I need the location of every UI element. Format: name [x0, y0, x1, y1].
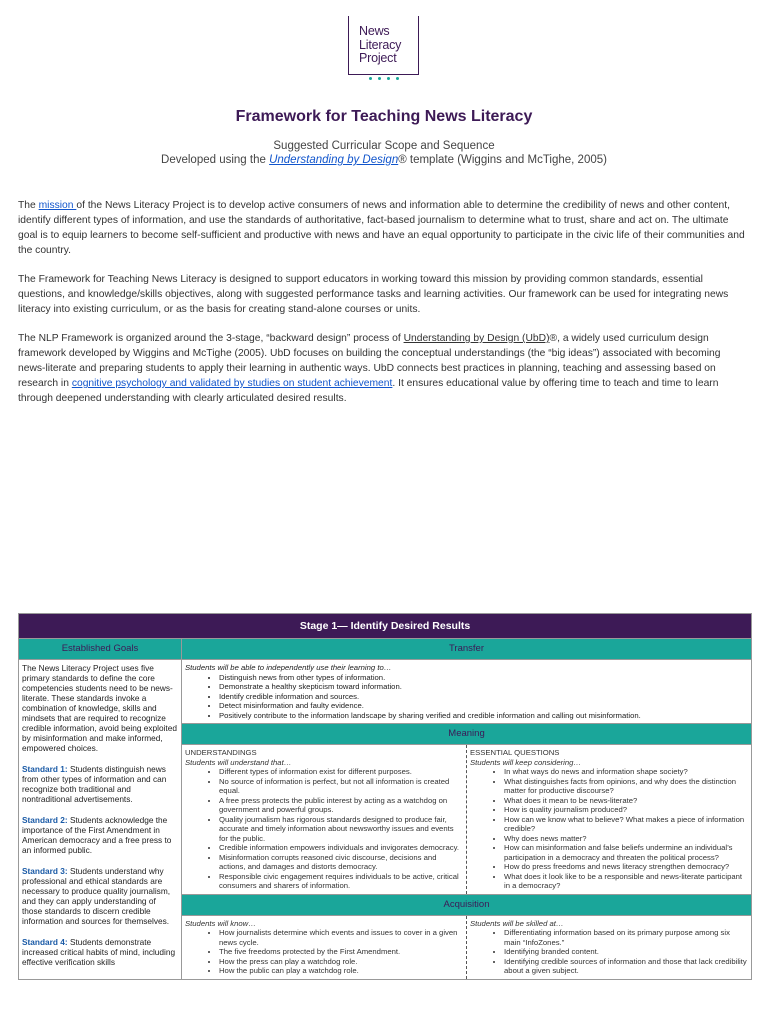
- list-item: • What does it mean to be news-literate?: [504, 796, 748, 806]
- stage1-table: [18, 613, 752, 980]
- logo-line: News: [359, 24, 390, 38]
- transfer-cell: [182, 660, 752, 724]
- logo-line: Literacy: [359, 37, 402, 52]
- list-item: • Differentiating information based on its primary purpose among six main “InfoZones.”: [504, 928, 748, 947]
- page-subtitle: [0, 139, 768, 167]
- understandings-list: [185, 767, 463, 891]
- list-item: • How is quality journalism produced?: [504, 805, 748, 815]
- list-item: • How can misinformation and false beliefs undermine an individual’s participation in a democracy and threaten the political process?: [504, 843, 748, 862]
- text: The: [18, 200, 39, 211]
- essential-questions-list: [470, 767, 748, 891]
- list-item: • Positively contribute to the information landscape by sharing verified and credible information and calling out misinformation.: [219, 711, 748, 721]
- subtitle-text: Developed using the: [161, 154, 270, 166]
- know-column: [182, 916, 466, 979]
- goals-intro: The News Literacy Project uses five primary standards to define the core competencies students need to be news-literate. These standards invoke a combination of knowledge, skills and mindsets that are required to recognize credible information, avoid being exploited by misinformation and make informed, empowered choices.: [22, 663, 177, 753]
- meaning-split: [182, 745, 751, 894]
- text: of the News Literacy Project is to develop active consumers of news and information able to determine the credibility of news and other content, identify different types of information, and use the standards of authoritative, fact-based journalism to determine what to trust, share and act on. The ultimate goal is to equip learners to become self-sufficient and productive with news and have an equal opportunity to participate in the civic life of their communities and the country.: [18, 200, 745, 256]
- list-item: • Identifying branded content.: [504, 947, 748, 957]
- list-item: • A free press protects the public interest by acting as a watchdog on government and powerful groups.: [219, 796, 463, 815]
- list-item: • The five freedoms protected by the First Amendment.: [219, 947, 463, 957]
- list-item: • Different types of information exist for different purposes.: [219, 767, 463, 777]
- standard-text: Students demonstrate increased critical habits of mind, including effective verification skills: [22, 937, 176, 967]
- list-item: • Identify credible information and sources.: [219, 692, 748, 702]
- skilled-column: [466, 916, 751, 979]
- stage1-header: Stage 1— Identify Desired Results: [19, 614, 752, 639]
- list-item: • Identifying credible sources of information and those that lack credibility about a given subject.: [504, 957, 748, 976]
- acquisition-cell: [182, 915, 752, 979]
- standard-text: Students distinguish news from other types of information and can recognize both traditional and nontraditional advertisements.: [22, 764, 167, 804]
- logo-wordmark: [359, 25, 401, 66]
- news-literacy-project-logo: [348, 16, 419, 75]
- standard-label: Standard 3:: [22, 866, 68, 876]
- subtitle-text: ® template (Wiggins and McTighe, 2005): [398, 154, 607, 166]
- established-goals-cell: [19, 660, 182, 980]
- text: ®, a widely used curriculum design framework developed by Wiggins and McTighe (2005). UbD focuses on building the conceptual understandings (the “big ideas”) associated with becoming news-literate and preparing students to apply their learning in authentic ways. UbD connects best practices in planning, teaching and assessing based on research in: [18, 333, 721, 389]
- logo-dots: [348, 70, 420, 88]
- list-item: • Credible information empowers individuals and invigorates democracy.: [219, 843, 463, 853]
- list-item: • Detect misinformation and faulty evidence.: [219, 701, 748, 711]
- intro-paragraph: [18, 198, 750, 258]
- transfer-lead: Students will be able to independently use their learning to…: [185, 663, 392, 672]
- cognitive-psychology-link[interactable]: cognitive psychology and validated by studies on student achievement: [71, 378, 393, 389]
- understandings-lead: Students will understand that…: [185, 757, 292, 767]
- standard-1: [22, 764, 178, 804]
- list-item: • Why does news matter?: [504, 834, 748, 844]
- standard-3: [22, 866, 178, 926]
- essential-questions-heading: ESSENTIAL QUESTIONS: [470, 748, 560, 757]
- transfer-header: Transfer: [182, 639, 752, 660]
- understanding-by-design-link[interactable]: Understanding by Design: [269, 154, 399, 166]
- standard-text: Students acknowledge the importance of the First Amendment in American democracy and a free press to an informed public.: [22, 815, 172, 855]
- understandings-heading: UNDERSTANDINGS: [185, 748, 257, 757]
- ubd-text: Understanding by Design (UbD): [403, 333, 550, 344]
- list-item: • How do press freedoms and news literacy strengthen democracy?: [504, 862, 748, 872]
- list-item: • How journalists determine which events and issues to cover in a given news cycle.: [219, 928, 463, 947]
- list-item: • Distinguish news from other types of information.: [219, 673, 748, 683]
- meaning-header: Meaning: [182, 724, 752, 745]
- skilled-lead: Students will be skilled at…: [470, 918, 564, 928]
- intro-paragraph: The Framework for Teaching News Literacy is designed to support educators in working toward this mission by providing common standards, essential questions, and knowledge/skills objectives, along with suggested performance tasks and learning activities. Our framework can be used for integrating news literacy into existing curriculum, or as the basis for creating stand-alone courses or units.: [18, 274, 729, 315]
- acquisition-split: [182, 916, 751, 979]
- list-item: • Misinformation corrupts reasoned civic discourse, decisions and actions, and damages and distorts democracy.: [219, 853, 463, 872]
- subtitle-line: Suggested Curricular Scope and Sequence: [273, 140, 495, 152]
- know-lead: Students will know…: [185, 918, 256, 928]
- established-goals-header: Established Goals: [19, 639, 182, 660]
- text: . It ensures educational value by offering time to teach and time to learn through deepened understanding with clearly articulated desired results.: [18, 378, 719, 404]
- essential-questions-lead: Students will keep considering…: [470, 757, 582, 767]
- skilled-list: [470, 928, 748, 976]
- list-item: • No source of information is perfect, but not all information is created equal.: [219, 777, 463, 796]
- list-item: • Responsible civic engagement requires individuals to be active, critical consumers and sharers of information.: [219, 872, 463, 891]
- list-item: • How the press can play a watchdog role.: [219, 957, 463, 967]
- know-list: [185, 928, 463, 976]
- standard-text: Students understand why professional and ethical standards are necessary to produce quality journalism, and they can apply understanding of those standards to discern credible information and sources for themselves.: [22, 866, 171, 926]
- intro-paragraphs: [18, 198, 750, 420]
- acquisition-header: Acquisition: [182, 894, 752, 915]
- logo-line: Project: [359, 51, 397, 65]
- transfer-list: [185, 673, 748, 721]
- list-item: • What does it look like to be a responsible and news-literate participant in a democracy?: [504, 872, 748, 891]
- meaning-cell: [182, 745, 752, 895]
- standard-label: Standard 1:: [22, 764, 68, 774]
- list-item: • How the public can play a watchdog role.: [219, 966, 463, 976]
- standard-label: Standard 4:: [22, 937, 68, 947]
- understandings-column: [182, 745, 466, 894]
- mission-link[interactable]: mission: [38, 200, 77, 211]
- list-item: • Quality journalism has rigorous standards designed to produce fair, accurate and timely information about newsworthy issues and events for the public.: [219, 815, 463, 844]
- intro-paragraph: [18, 331, 750, 406]
- list-item: • What distinguishes facts from opinions, and why does the distinction matter for productive discourse?: [504, 777, 748, 796]
- list-item: • Demonstrate a healthy skepticism toward information.: [219, 682, 748, 692]
- essential-questions-column: [466, 745, 751, 894]
- standard-4: [22, 937, 178, 967]
- subtitle-line: [0, 153, 768, 167]
- page-title: Framework for Teaching News Literacy: [235, 108, 533, 125]
- standard-2: [22, 815, 178, 855]
- list-item: • How can we know what to believe? What makes a piece of information credible?: [504, 815, 748, 834]
- standard-label: Standard 2:: [22, 815, 68, 825]
- text: The NLP Framework is organized around the 3-stage, “backward design” process of: [18, 333, 404, 344]
- list-item: • In what ways do news and information shape society?: [504, 767, 748, 777]
